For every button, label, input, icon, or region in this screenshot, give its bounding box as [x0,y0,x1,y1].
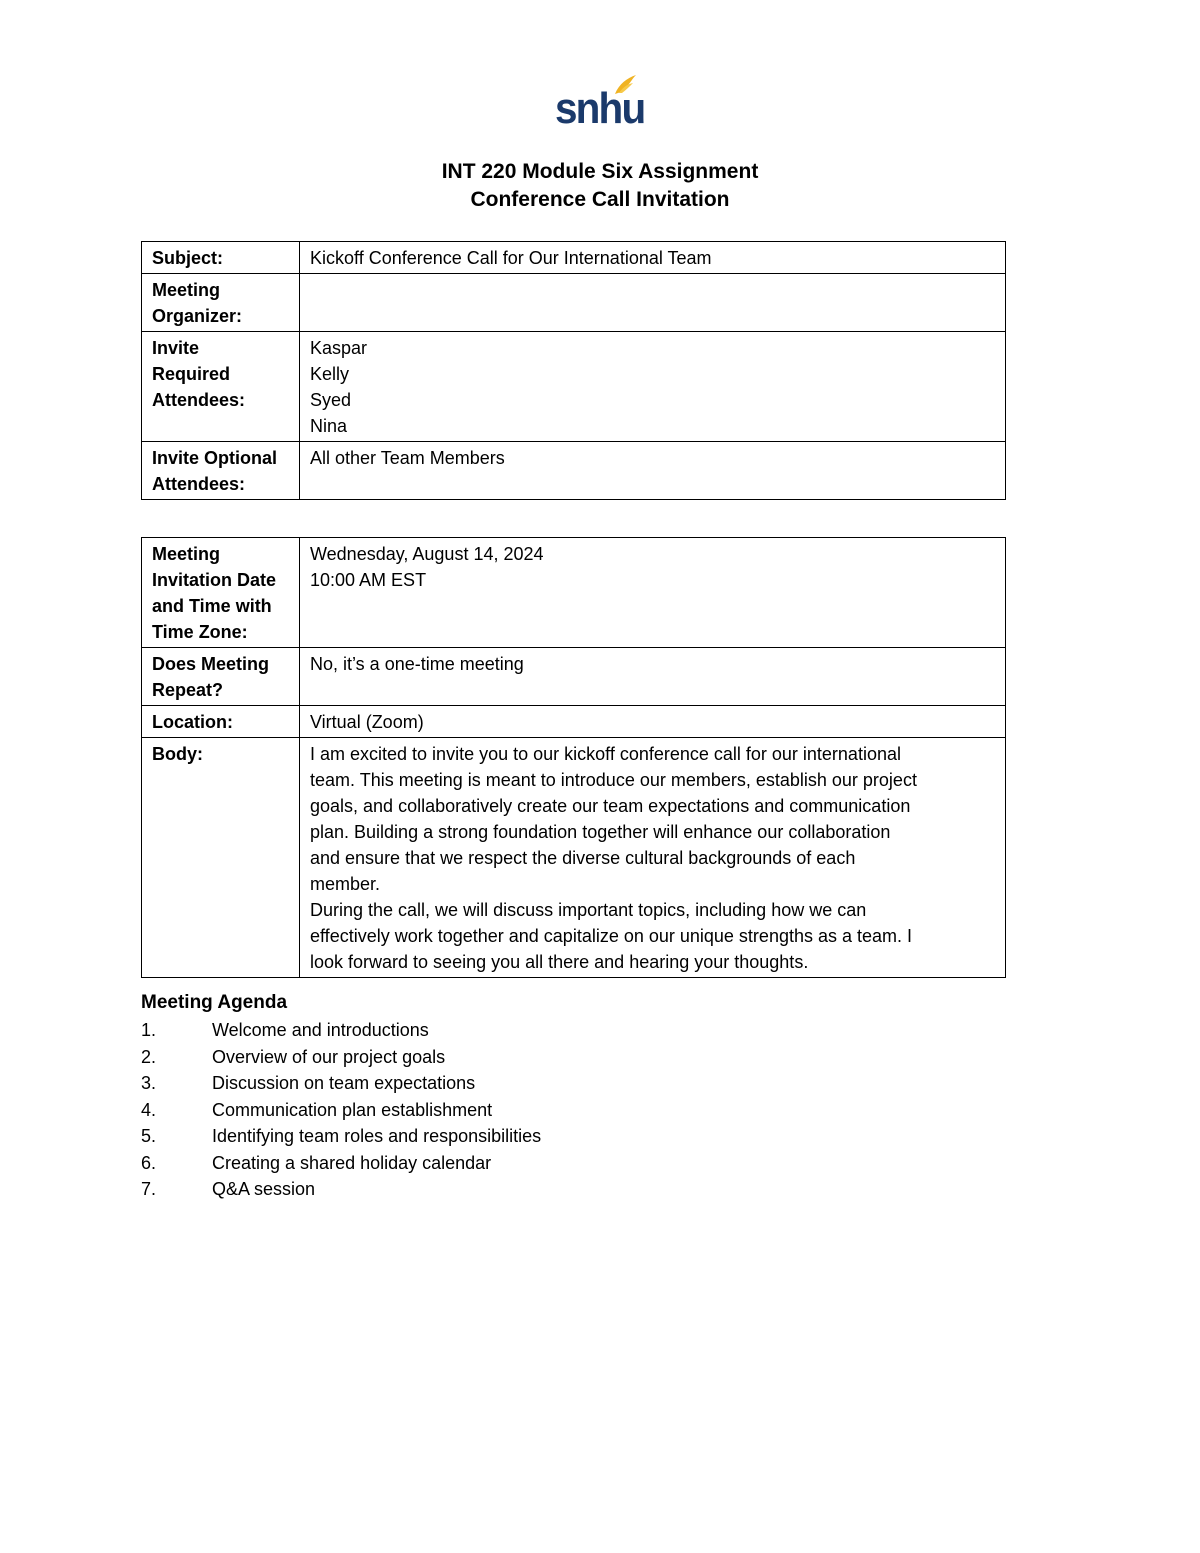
table-row [142,274,1006,332]
meeting-details-table [141,537,1006,978]
list-number: 6. [141,1152,157,1173]
body-line: team. This meeting is meant to introduce our members, establish our project [310,770,917,790]
body-line: I am excited to invite you to our kickoff conference call for our international [310,744,901,764]
attendee: Kaspar [310,338,368,358]
organizer-value [300,274,1006,332]
agenda-title: Meeting Agenda [141,992,288,1013]
table-row [142,706,1006,738]
body-line: effectively work together and capitalize on our unique strengths as a team. I [310,926,913,946]
body-line: During the call, we will discuss important topics, including how we can [310,900,867,920]
body-label: Body: [142,738,300,978]
datetime-value [300,538,1006,648]
list-text: Creating a shared holiday calendar [212,1152,492,1173]
attendee: Kelly [310,364,350,384]
repeat-label: Does Meeting Repeat? [142,648,300,706]
list-text: Welcome and introductions [212,1020,429,1040]
snhu-logo [555,74,645,134]
body-line: and ensure that we respect the diverse cultural backgrounds of each [310,848,856,868]
repeat-value: No, it’s a one-time meeting [300,648,1006,706]
page-title [0,158,1200,214]
datetime-label: Meeting Invitation Date and Time with Time Zone: [142,538,300,648]
list-number: 7. [141,1179,157,1199]
logo-text: snhu [555,84,645,133]
subject-label: Subject: [142,242,300,274]
invite-details-table [141,241,1006,500]
list-text: Overview of our project goals [212,1046,446,1067]
body-line: look forward to seeing you all there and hearing your thoughts. [310,952,809,972]
list-text: Communication plan establishment [212,1099,493,1120]
list-text: Identifying team roles and responsibilities [212,1126,542,1146]
location-label: Location: [142,706,300,738]
table-row [142,738,1006,978]
organizer-label: Meeting Organizer: [142,274,300,332]
table-row [142,242,1006,274]
list-number: 5. [141,1126,157,1146]
location-value: Virtual (Zoom) [300,706,1006,738]
body-line: member. [310,874,381,894]
body-value [300,738,1006,978]
optional-attendees-value: All other Team Members [300,442,1006,500]
table-row [142,538,1006,648]
optional-attendees-label: Invite Optional Attendees: [142,442,300,500]
body-line: plan. Building a strong foundation together will enhance our collaboration [310,822,891,842]
list-text: Q&A session [212,1179,316,1199]
list-number: 3. [141,1073,157,1093]
list-text: Discussion on team expectations [212,1073,476,1093]
list-number: 2. [141,1046,157,1067]
date-value: Wednesday, August 14, 2024 [310,544,544,564]
table-row [142,332,1006,442]
required-attendees-label: Invite Required Attendees: [142,332,300,442]
list-number: 4. [141,1099,157,1120]
subject-value: Kickoff Conference Call for Our International Team [300,242,1006,274]
title-line-2: Conference Call Invitation [470,188,730,211]
body-line: goals, and collaboratively create our team expectations and communication [310,796,911,816]
time-value: 10:00 AM EST [310,570,427,590]
table-row [142,648,1006,706]
attendee: Nina [310,416,348,436]
required-attendees-value [300,332,1006,442]
title-line-1: INT 220 Module Six Assignment [441,160,759,183]
table-row [142,442,1006,500]
attendee: Syed [310,390,352,410]
list-number: 1. [141,1020,157,1040]
